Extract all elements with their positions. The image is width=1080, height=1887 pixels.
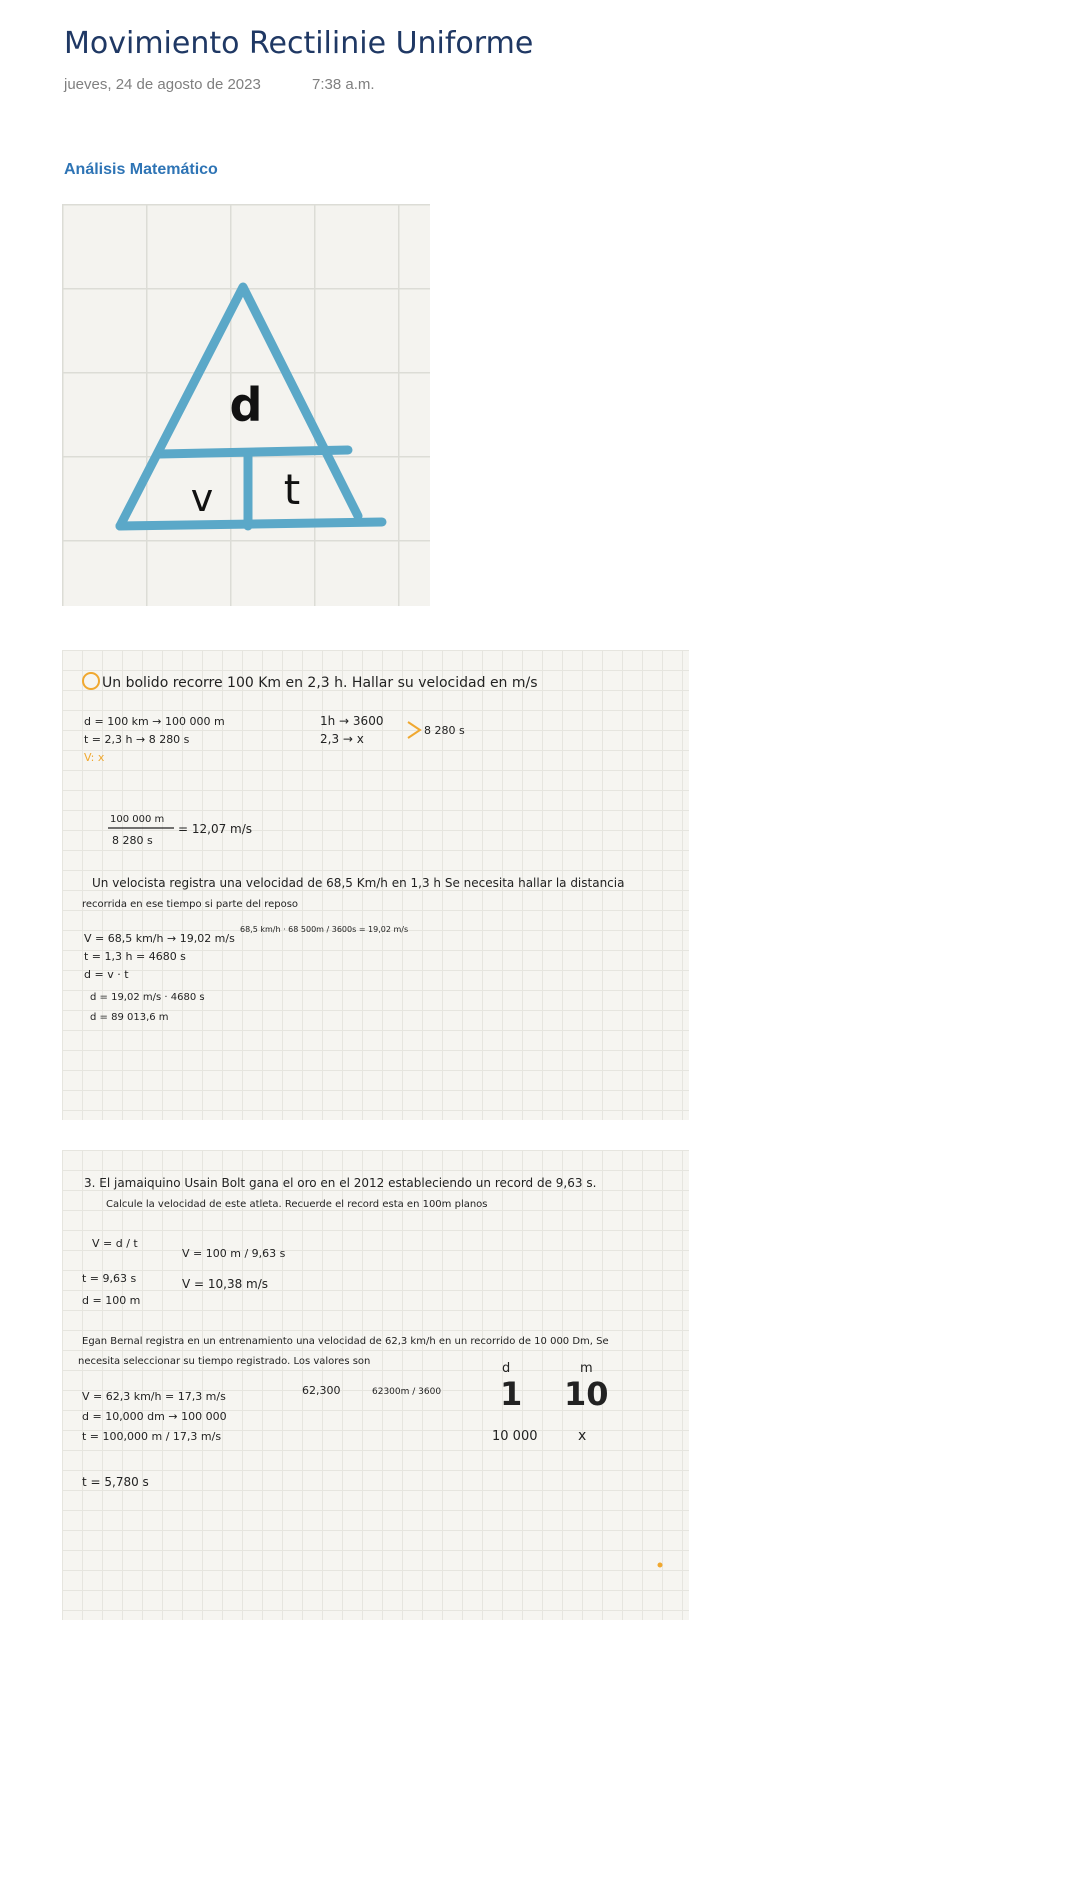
- p4-statement-line-1: Egan Bernal registra en un entrenamiento una velocidad de 62,3 km/h en un recorrido de 10 000 Dm, Se: [82, 1336, 609, 1347]
- p2-time: t = 1,3 h = 4680 s: [84, 950, 186, 963]
- triangle-label-t: t: [283, 465, 301, 514]
- p4-velocity: V = 62,3 km/h = 17,3 m/s: [82, 1390, 226, 1403]
- p4-rule-one: 1: [500, 1375, 523, 1413]
- section-heading: Análisis Matemático: [64, 161, 218, 178]
- p4-rule-label-m: m: [580, 1361, 593, 1376]
- page-date: jueves, 24 de agosto de 2023: [64, 76, 261, 93]
- triangle-image: [62, 204, 430, 606]
- problem-1-marker-icon: [83, 673, 99, 689]
- p3-time: t = 9,63 s: [82, 1272, 137, 1285]
- p4-time: t = 100,000 m / 17,3 m/s: [82, 1430, 222, 1443]
- p2-distance-formula: d = v · t: [84, 968, 129, 981]
- p4-distance: d = 10,000 dm → 100 000: [82, 1410, 227, 1423]
- note-image-2: [62, 1150, 689, 1620]
- note-2-drawing: [62, 1150, 689, 1620]
- triangle-base: [120, 522, 382, 526]
- p1-conversion-result: 8 280 s: [424, 724, 465, 737]
- p2-conversion: 68,5 km/h · 68 500m / 3600s = 19,02 m/s: [240, 925, 409, 934]
- p1-result: = 12,07 m/s: [178, 822, 253, 836]
- p1-fraction-numerator: 100 000 m: [110, 814, 165, 825]
- p4-statement-line-2: necesita seleccionar su tiempo registrado. Los valores son: [78, 1356, 371, 1367]
- p2-result: d = 89 013,6 m: [90, 1012, 169, 1023]
- page-metadata: [64, 76, 375, 93]
- p1-arrow-icon: [408, 722, 420, 738]
- triangle-label-v: v: [190, 476, 214, 520]
- p4-rule-label-d: d: [502, 1361, 511, 1376]
- note-image-1: [62, 650, 689, 1120]
- p3-statement-line-1: 3. El jamaiquino Usain Bolt gana el oro en el 2012 estableciendo un record de 9,63 s.: [84, 1176, 597, 1190]
- p4-result: t = 5,780 s: [82, 1475, 149, 1489]
- p2-statement-line-2: recorrida en ese tiempo si parte del reposo: [82, 899, 299, 910]
- p3-distance: d = 100 m: [82, 1294, 141, 1307]
- p1-velocity: V: x: [84, 751, 105, 764]
- p1-title: Un bolido recorre 100 Km en 2,3 h. Hallar su velocidad en m/s: [102, 675, 538, 691]
- p4-rule-ten: 10: [564, 1375, 609, 1413]
- page-title: Movimiento Rectilinie Uniforme: [64, 26, 534, 61]
- p4-conversion-1: 62,300: [302, 1384, 341, 1397]
- p1-conversion-1: 1h → 3600: [320, 714, 384, 728]
- ink-dot-icon: [658, 1563, 663, 1568]
- p3-formula: V = d / t: [92, 1237, 138, 1250]
- page-time: 7:38 a.m.: [312, 76, 375, 93]
- p4-rule-value: 10 000: [492, 1429, 538, 1444]
- triangle-divider-horizontal: [160, 450, 348, 454]
- p2-statement-line-1: Un velocista registra una velocidad de 68,5 Km/h en 1,3 h Se necesita hallar la distancia: [92, 876, 625, 890]
- p1-conversion-2: 2,3 → x: [320, 732, 364, 746]
- triangle-drawing: [62, 204, 430, 606]
- p1-time: t = 2,3 h → 8 280 s: [84, 733, 190, 746]
- note-1-drawing: [62, 650, 689, 1120]
- p1-fraction-denominator: 8 280 s: [112, 834, 153, 847]
- p3-statement-line-2: Calcule la velocidad de este atleta. Recuerde el record esta en 100m planos: [106, 1199, 488, 1210]
- p1-distance: d = 100 km → 100 000 m: [84, 715, 225, 728]
- p2-calculation: d = 19,02 m/s · 4680 s: [90, 992, 205, 1003]
- p3-result: V = 10,38 m/s: [182, 1277, 269, 1291]
- p4-rule-unknown: x: [578, 1428, 587, 1444]
- triangle-label-d: d: [229, 378, 263, 432]
- p4-conversion-2: 62300m / 3600: [372, 1387, 442, 1397]
- p2-velocity: V = 68,5 km/h → 19,02 m/s: [84, 932, 235, 945]
- p3-substitution: V = 100 m / 9,63 s: [182, 1247, 286, 1260]
